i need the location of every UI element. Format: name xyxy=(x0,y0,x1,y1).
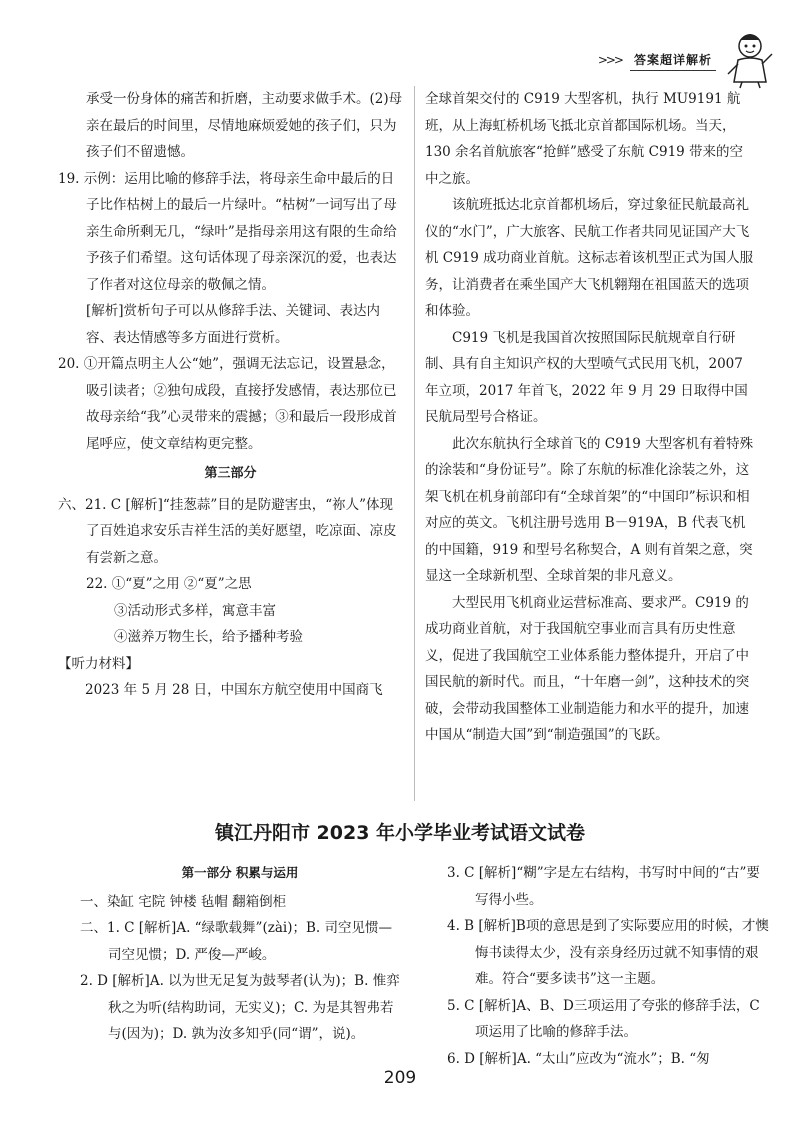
answer-5: 5. C [解析]A、B、D三项运用了夸张的修辞手法，C项运用了比喻的修辞手法。 xyxy=(447,997,760,1040)
answer-2: 2. D [解析]A. 以为世无足复为鼓琴者(认为)；B. 惟弈秋之为听(结构助词，无实义)；C. 为是其智弗若与(因为)；D. 孰为汝多知乎(同“谓”，说)。 xyxy=(80,973,400,1042)
cartoon-figure-icon xyxy=(724,30,776,90)
header-arrows: >>> xyxy=(597,53,622,67)
part-one-heading: 第一部分 积累与运用 xyxy=(181,865,299,880)
column-divider xyxy=(414,86,415,801)
listening-paragraph-1: 全球首架交付的 C919 大型客机，执行 MU9191 航班，从上海虹桥机场飞抵北京首都国际机场。当天，130 余名首航旅客“抢鲜”感受了东航 C919 带来的空中之旅。 xyxy=(425,91,744,187)
answer-22-item-4: ④滋养万物生长，给予播种考验 xyxy=(114,629,303,645)
listening-paragraph-4: 此次东航执行全球首飞的 C919 大型客机有着特殊的涂装和“身份证号”。除了东航的标准化涂装之外，这架飞机在机身前部印有“全球首架”的“中国印”标识和相对应的英文。飞机注册号选用 B－919A，B 代表飞机的中国籍，919 和型号名称契合，A 则有首架之意，突显这一全球新机型、全球首架的非凡意义。 xyxy=(425,435,754,584)
answer-21: 六、21. C [解析]“挂葱蒜”目的是防避害虫，“祢人”体现了百姓追求安乐吉祥生活的美好愿望，吃凉面、凉皮有尝新之意。 xyxy=(58,496,397,566)
exam-title: 镇江丹阳市 2023 年小学毕业考试语文试卷 xyxy=(214,822,586,844)
bottom-right-column xyxy=(447,860,769,1072)
header-tag: 答案超详解析 xyxy=(630,49,716,71)
listening-paragraph-3: C919 飞机是我国首次按照国际民航规章自行研制、具有自主知识产权的大型喷气式民用飞机，2007 年立项，2017 年首飞，2022 年 9 月 29 日取得中国民航局型号合格证。 xyxy=(425,329,748,425)
top-right-column xyxy=(425,86,755,749)
answer-20: 20. ①开篇点明主人公“她”，强调无法忘记，设置悬念，吸引读者；②独句成段，直接抒发感情，表达那位已故母亲给“我”心灵带来的震撼；③和最后一段形成首尾呼应，使文章结构更完整。 xyxy=(58,356,397,452)
listening-material-heading: 【听力材料】 xyxy=(58,655,139,672)
answer-22-item-3: ③活动形式多样，寓意丰富 xyxy=(114,602,276,619)
listening-paragraph-2: 该航班抵达北京首都机场后，穿过象征民航最高礼仪的“水门”，广大旅客、民航工作者共同见证国产大飞机 C919 成功商业首航。这标志着该机型正式为国人服务，让消费者在乘坐国产大飞机翱翔在祖国蓝天的选项和体验。 xyxy=(425,197,754,319)
bottom-left-column xyxy=(80,860,400,1048)
answer-22: 22. ①“夏”之用 ②“夏”之思 xyxy=(86,576,252,592)
answer-4: 4. B [解析]B项的意思是到了实际要应用的时候，才懊悔书读得太少，没有亲身经历过就不知事情的艰难。符合“要多读书”这一主题。 xyxy=(447,918,769,987)
answer-19-analysis: [解析]赏析句子可以从修辞手法、关键词、表达内容、表达情感等多方面进行赏析。 xyxy=(86,303,381,346)
answer-1: 二、1. C [解析]A. “绿歌载舞”(zài)；B. 司空见惯—司空见惯；D. 严俊—严峻。 xyxy=(80,920,392,963)
answer-section-1: 一、染缸 宅院 钟楼 毡帽 翻箱倒柜 xyxy=(80,893,287,910)
answer-6: 6. D [解析]A. “太山”应改为“流水”；B. “匆 xyxy=(447,1050,710,1067)
page-number: 209 xyxy=(383,1068,417,1088)
section-heading-part-three: 第三部分 xyxy=(204,466,257,481)
answer-3: 3. C [解析]“糊”字是左右结构，书写时中间的“古”要写得小些。 xyxy=(447,865,760,908)
listening-material-start: 2023 年 5 月 28 日，中国东方航空使用中国商飞 xyxy=(85,682,383,698)
answer-18-continued: 承受一份身体的痛苦和折磨，主动要求做手术。(2)母亲在最后的时间里，尽情地麻烦爱她的孩子们，只为孩子们不留遗憾。 xyxy=(86,91,403,160)
page-header xyxy=(598,40,776,80)
answer-19: 19. 示例：运用比喻的修辞手法，将母亲生命中最后的日子比作枯树上的最后一片绿叶。“枯树”一词写出了母亲生命所剩无几，“绿叶”是指母亲用这有限的生命给予孩子们希望。这句话体现了母亲深沉的爱，也表达了作者对这位母亲的敬佩之情。 xyxy=(58,170,397,293)
listening-paragraph-5: 大型民用飞机商业运营标准高、要求严。C919 的成功商业首航，对于我国航空事业而言具有历史性意义，促进了我国航空工业体系能力整体提升，开启了中国民航的新时代。而且，“十年磨一剑”，这种技术的突破，会带动我国整体工业制造能力和水平的提升，加速中国从“制造大国”到“制造强国”的飞跃。 xyxy=(425,594,750,743)
top-left-column xyxy=(58,86,403,704)
